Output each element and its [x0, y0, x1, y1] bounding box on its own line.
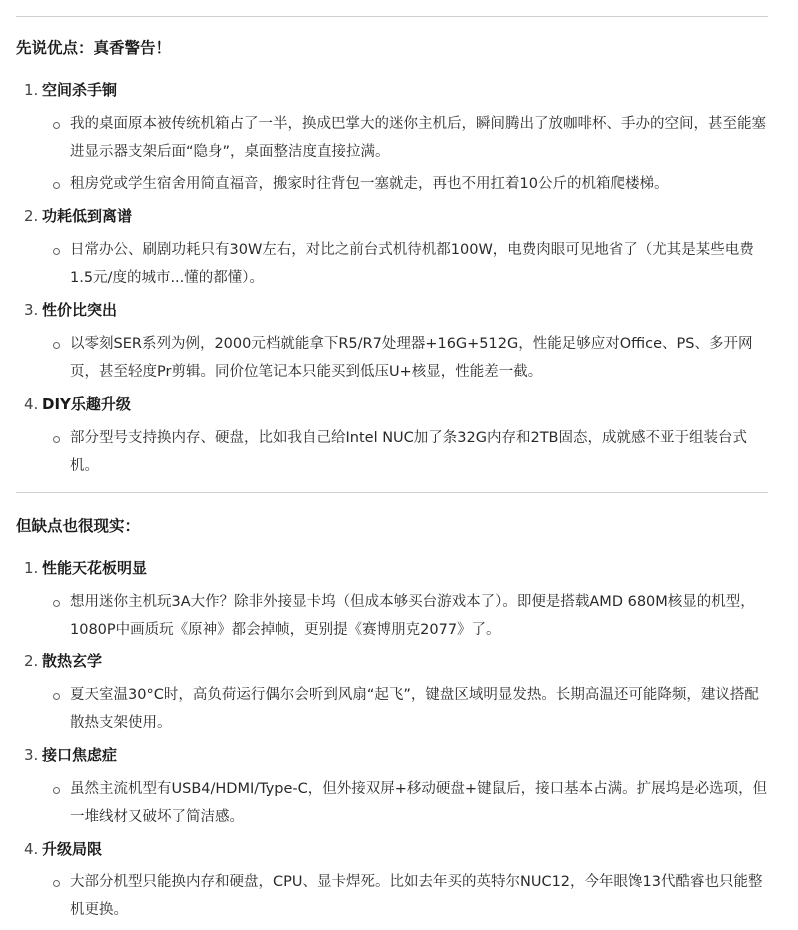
list-item-head	[24, 393, 131, 415]
bullet-icon	[53, 787, 63, 797]
section-title-pros: 先说优点：真香警告！	[16, 39, 172, 57]
bullet-icon	[53, 880, 63, 890]
list-item-head	[24, 838, 102, 860]
list-item-head	[24, 650, 102, 672]
list-item-title: 性能天花板明显	[42, 559, 148, 577]
bullet-icon	[53, 248, 63, 258]
bullet-icon	[53, 342, 63, 352]
list-item-text: 夏天室温30°C时，高负荷运行偶尔会听到风扇“起飞”，键盘区域明显发热。长期高温还可能降频，建议搭配散热支架使用。	[70, 687, 759, 731]
list-item-head	[24, 744, 117, 766]
section-divider	[16, 492, 768, 493]
bullet-icon	[53, 182, 63, 192]
list-item-title: 功耗低到离谱	[42, 207, 133, 225]
list-item-text: 大部分机型只能换内存和硬盘，CPU、显卡焊死。比如去年买的英特尔NUC12，今年眼馋13代酷睿也只能整机更换。	[70, 874, 763, 918]
list-number: 4.	[24, 395, 39, 413]
list-item-head	[24, 205, 132, 227]
section-title-cons: 但缺点也很现实：	[16, 517, 141, 535]
list-number: 1.	[24, 81, 39, 99]
list-item-title: 性价比突出	[42, 301, 118, 319]
list-item-title: DIY乐趣升级	[42, 395, 131, 413]
list-item-title: 空间杀手锏	[42, 81, 118, 99]
list-number: 3.	[24, 746, 39, 764]
list-item-head	[24, 557, 147, 579]
list-number: 4.	[24, 840, 39, 858]
bullet-icon	[53, 122, 63, 132]
list-item-title: 散热玄学	[42, 652, 103, 670]
list-item-title: 接口焦虑症	[42, 746, 118, 764]
list-number: 2.	[24, 652, 39, 670]
list-item-text: 虽然主流机型有USB4/HDMI/Type-C，但外接双屏+移动硬盘+键鼠后，接口基本占满。扩展坞是必选项，但一堆线材又破坏了简洁感。	[70, 781, 768, 825]
list-number: 3.	[24, 301, 39, 319]
list-item-head	[24, 299, 117, 321]
bullet-icon	[53, 600, 63, 610]
list-item-text: 租房党或学生宿舍用简直福音，搬家时往背包一塞就走，再也不用扛着10公斤的机箱爬楼梯。	[70, 176, 669, 192]
bullet-icon	[53, 693, 63, 703]
bullet-icon	[53, 436, 63, 446]
list-number: 1.	[24, 559, 39, 577]
list-item-text: 想用迷你主机玩3A大作？除非外接显卡坞（但成本够买台游戏本了）。即便是搭载AMD 680M核显的机型，1080P中画质玩《原神》都会掉帧，更别提《赛博朋克2077》了。	[70, 594, 755, 638]
list-number: 2.	[24, 207, 39, 225]
list-item-title: 升级局限	[42, 840, 103, 858]
list-item-head	[24, 79, 117, 101]
list-item-text: 部分型号支持换内存、硬盘，比如我自己给Intel NUC加了条32G内存和2TB固态，成就感不亚于组装台式机。	[70, 430, 748, 474]
top-divider	[16, 16, 768, 17]
list-item-text: 以零刻SER系列为例，2000元档就能拿下R5/R7处理器+16G+512G，性能足够应对Office、PS、多开网页，甚至轻度Pr剪辑。同价位笔记本只能买到低压U+核显，性能差一截。	[70, 336, 753, 380]
list-item-text: 我的桌面原本被传统机箱占了一半，换成巴掌大的迷你主机后，瞬间腾出了放咖啡杯、手办的空间，甚至能塞进显示器支架后面“隐身”，桌面整洁度直接拉满。	[70, 116, 766, 160]
list-item-text: 日常办公、刷剧功耗只有30W左右，对比之前台式机待机都100W，电费肉眼可见地省了（尤其是某些电费1.5元/度的城市...懂的都懂）。	[70, 242, 754, 286]
